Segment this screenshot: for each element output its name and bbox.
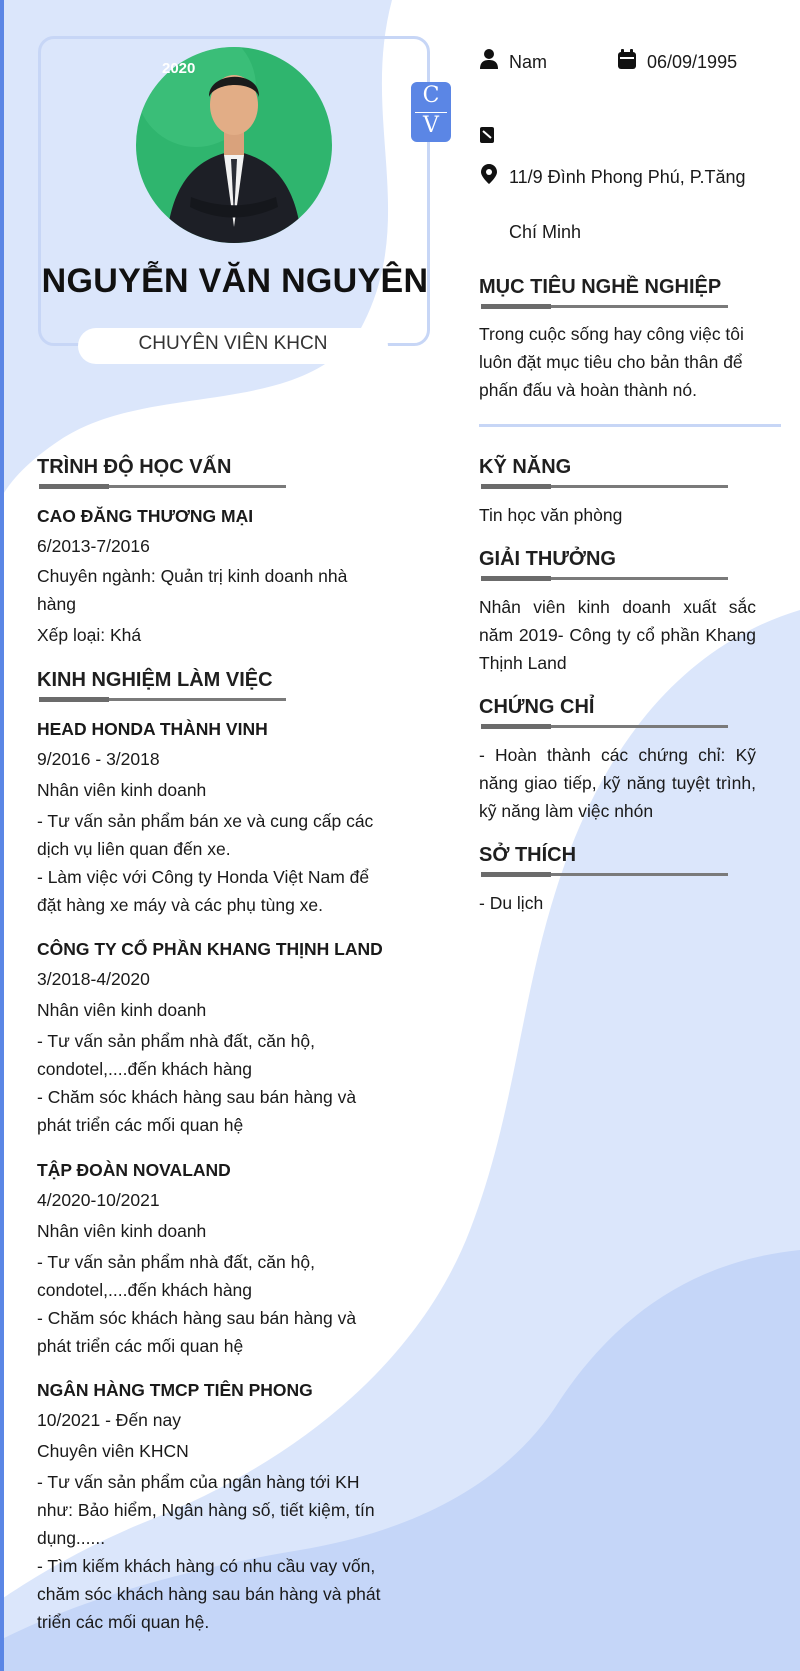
awards-underline xyxy=(481,577,728,580)
job-duty: - Tư vấn sản phẩm nhà đất, căn hộ, condotel,....đến khách hàng xyxy=(37,1252,315,1300)
education-underline xyxy=(39,485,286,488)
job-role: Chuyên viên KHCN xyxy=(37,1441,189,1461)
job-duty: - Tư vấn sản phẩm của ngân hàng tới KH như: Bảo hiểm, Ngân hàng số, tiết kiệm, tín dụng...... xyxy=(37,1472,375,1548)
education-school: CAO ĐĂNG THƯƠNG MẠI xyxy=(37,506,254,526)
cv-badge xyxy=(411,82,451,142)
job-role: Nhân viên kinh doanh xyxy=(37,1221,207,1241)
job-duty: - Chăm sóc khách hàng sau bán hàng và phát triển các mối quan hệ xyxy=(37,1308,357,1356)
education-grade: Xếp loại: Khá xyxy=(37,625,142,645)
job-period: 4/2020-10/2021 xyxy=(37,1190,160,1210)
job-role: Nhân viên kinh doanh xyxy=(37,780,207,800)
education-heading: TRÌNH ĐỘ HỌC VẤN xyxy=(37,456,232,478)
education-major: Chuyên ngành: Quản trị kinh doanh nhà hàng xyxy=(37,566,348,614)
hobbies-underline xyxy=(481,873,728,876)
job-company: TẬP ĐOÀN NOVALAND xyxy=(37,1160,231,1180)
certificates-underline xyxy=(481,725,728,728)
full-name: NGUYỄN VĂN NGUYÊN xyxy=(41,262,429,300)
cv-badge-top: C xyxy=(422,83,440,108)
job-duty: - Tư vấn sản phẩm nhà đất, căn hộ, condotel,....đến khách hàng xyxy=(37,1031,315,1079)
objective-heading: MỤC TIÊU NGHỀ NGHIỆP xyxy=(479,276,722,298)
job-company: CÔNG TY CỔ PHẦN KHANG THỊNH LAND xyxy=(37,939,383,959)
job-company: HEAD HONDA THÀNH VINH xyxy=(37,719,268,739)
experience-underline xyxy=(39,698,286,701)
skills-heading: KỸ NĂNG xyxy=(479,456,572,478)
job-duty: - Tư vấn sản phẩm bán xe và cung cấp các dịch vụ liên quan đến xe. xyxy=(37,811,374,859)
hobbies-heading: SỞ THÍCH xyxy=(479,844,577,866)
job-duty: - Làm việc với Công ty Honda Việt Nam để đặt hàng xe máy và các phụ tùng xe. xyxy=(37,867,370,915)
job-duty: - Tìm kiếm khách hàng có nhu cầu vay vốn, chăm sóc khách hàng sau bán hàng và phát triển các mối quan hệ. xyxy=(37,1556,381,1632)
skills-underline xyxy=(481,485,728,488)
objective-underline xyxy=(481,305,728,308)
job-company: NGÂN HÀNG TMCP TIÊN PHONG xyxy=(37,1380,313,1400)
objective-text: Trong cuộc sống hay công việc tôi luôn đặt mục tiêu cho bản thân để phấn đấu và hoàn thành nó. xyxy=(479,324,744,400)
experience-heading: KINH NGHIỆM LÀM VIỆC xyxy=(37,669,273,691)
address-line1: 11/9 Đình Phong Phú, P.Tăng xyxy=(509,167,746,187)
awards-text: Nhân viên kinh doanh xuất sắc năm 2019- Công ty cổ phần Khang Thịnh Land xyxy=(479,597,756,673)
cv-badge-bottom: V xyxy=(423,113,439,138)
awards-heading: GIẢI THƯỞNG xyxy=(479,548,616,570)
job-period: 3/2018-4/2020 xyxy=(37,969,150,989)
job-period: 9/2016 - 3/2018 xyxy=(37,749,160,769)
job-period: 10/2021 - Đến nay xyxy=(37,1410,181,1430)
certificates-heading: CHỨNG CHỈ xyxy=(479,696,595,718)
certificates-text: - Hoàn thành các chứng chỉ: Kỹ năng giao tiếp, kỹ năng tuyệt trình, kỹ năng làm việc nhón xyxy=(479,745,756,821)
phone-icon xyxy=(479,126,495,144)
job-duty: - Chăm sóc khách hàng sau bán hàng và phát triển các mối quan hệ xyxy=(37,1087,357,1135)
address-line2: Chí Minh xyxy=(509,222,582,242)
location-icon xyxy=(479,163,499,185)
person-icon xyxy=(479,48,499,70)
hobbies-text: - Du lịch xyxy=(479,893,544,913)
gender-value: Nam xyxy=(509,52,548,72)
birthday-value: 06/09/1995 xyxy=(647,52,738,72)
section-divider xyxy=(479,424,781,427)
education-period: 6/2013-7/2016 xyxy=(37,536,150,556)
job-role: Nhân viên kinh doanh xyxy=(37,1000,207,1020)
skills-text: Tin học văn phòng xyxy=(479,505,623,525)
calendar-icon xyxy=(617,48,637,70)
photo-year: 2020 xyxy=(162,60,196,77)
job-title: CHUYÊN VIÊN KHCN xyxy=(138,333,328,354)
